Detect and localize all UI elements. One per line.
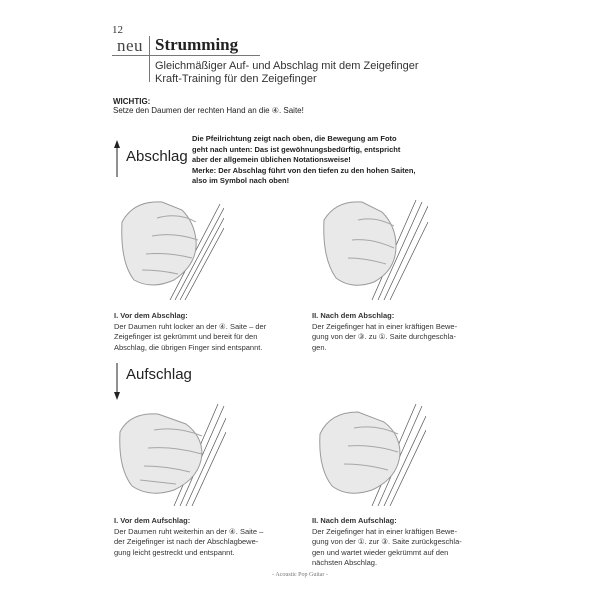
caption-heading: II. Nach dem Abschlag: (312, 311, 395, 320)
caption-heading: II. Nach dem Aufschlag: (312, 516, 397, 525)
caption-line: gung leicht gestreckt und entspannt. (114, 547, 235, 557)
page-footer: - Acoustic Pop Guitar - (272, 572, 328, 578)
caption-before-downstroke (114, 311, 284, 353)
down-arrow-icon (113, 362, 121, 400)
caption-line: gung von der ①. zur ③. Saite zurückgeschla- (312, 537, 462, 546)
caption-line: gen und wartet wieder gekrümmt auf den (312, 547, 449, 557)
hand-photo-after-upstroke (314, 398, 426, 506)
subtitle-line-1: Gleichmäßiger Auf- und Abschlag mit dem Zeigefinger (155, 60, 419, 72)
caption-line: der Zeigefinger ist nach der Abschlagbewe- (114, 537, 259, 546)
notation-note (192, 134, 422, 187)
note-line: also im Symbol nach oben! (192, 176, 290, 185)
hand-photo-before-downstroke (112, 192, 224, 300)
up-arrow-icon (113, 140, 121, 178)
page-title: Strumming (155, 35, 239, 54)
hand-photo-after-downstroke (316, 192, 428, 300)
caption-heading: I. Vor dem Abschlag: (114, 311, 188, 320)
page-number: 12 (112, 24, 123, 36)
header-rule (112, 55, 260, 56)
caption-after-downstroke (312, 311, 482, 353)
abschlag-heading: Abschlag (126, 148, 188, 165)
aufschlag-heading: Aufschlag (126, 366, 192, 383)
caption-line: Der Zeigefinger hat in einer kräftigen Bewe- (312, 321, 458, 331)
caption-before-upstroke (114, 516, 284, 558)
note-line: Die Pfeilrichtung zeigt nach oben, die Bewegung am Foto (192, 134, 397, 143)
caption-line: gen. (312, 342, 327, 352)
note-line: aber der allgemein üblichen Notationsweise! (192, 155, 351, 164)
caption-line: Der Zeigefinger hat in einer kräftigen Bewe- (312, 526, 458, 536)
caption-line: Zeigefinger ist gekrümmt und bereit für den (114, 332, 258, 341)
note-line: geht nach unten: Das ist gewöhnungsbedürftig, entspricht (192, 144, 401, 154)
caption-after-upstroke (312, 516, 482, 569)
wichtig-text: Setze den Daumen der rechten Hand an die ④. Saite! (113, 106, 304, 115)
caption-line: Abschlag, die übrigen Finger sind entspannt. (114, 342, 263, 352)
caption-line: Der Daumen ruht weiterhin an der ④. Saite – (114, 526, 264, 536)
new-tag: neu (117, 36, 144, 55)
subtitle-line-2: Kraft-Training für den Zeigefinger (155, 73, 317, 85)
note-line: Merke: Der Abschlag führt von den tiefen zu den hohen Saiten, (192, 165, 416, 175)
caption-line: nächsten Abschlag. (312, 558, 378, 567)
caption-line: Der Daumen ruht locker an der ④. Saite – der (114, 321, 267, 331)
wichtig-label: WICHTIG: (113, 97, 151, 106)
header-divider (149, 36, 150, 82)
hand-photo-before-upstroke (114, 398, 226, 506)
caption-line: gung von der ③. zu ①. Saite durchgeschla- (312, 332, 456, 341)
caption-heading: I. Vor dem Aufschlag: (114, 516, 191, 525)
